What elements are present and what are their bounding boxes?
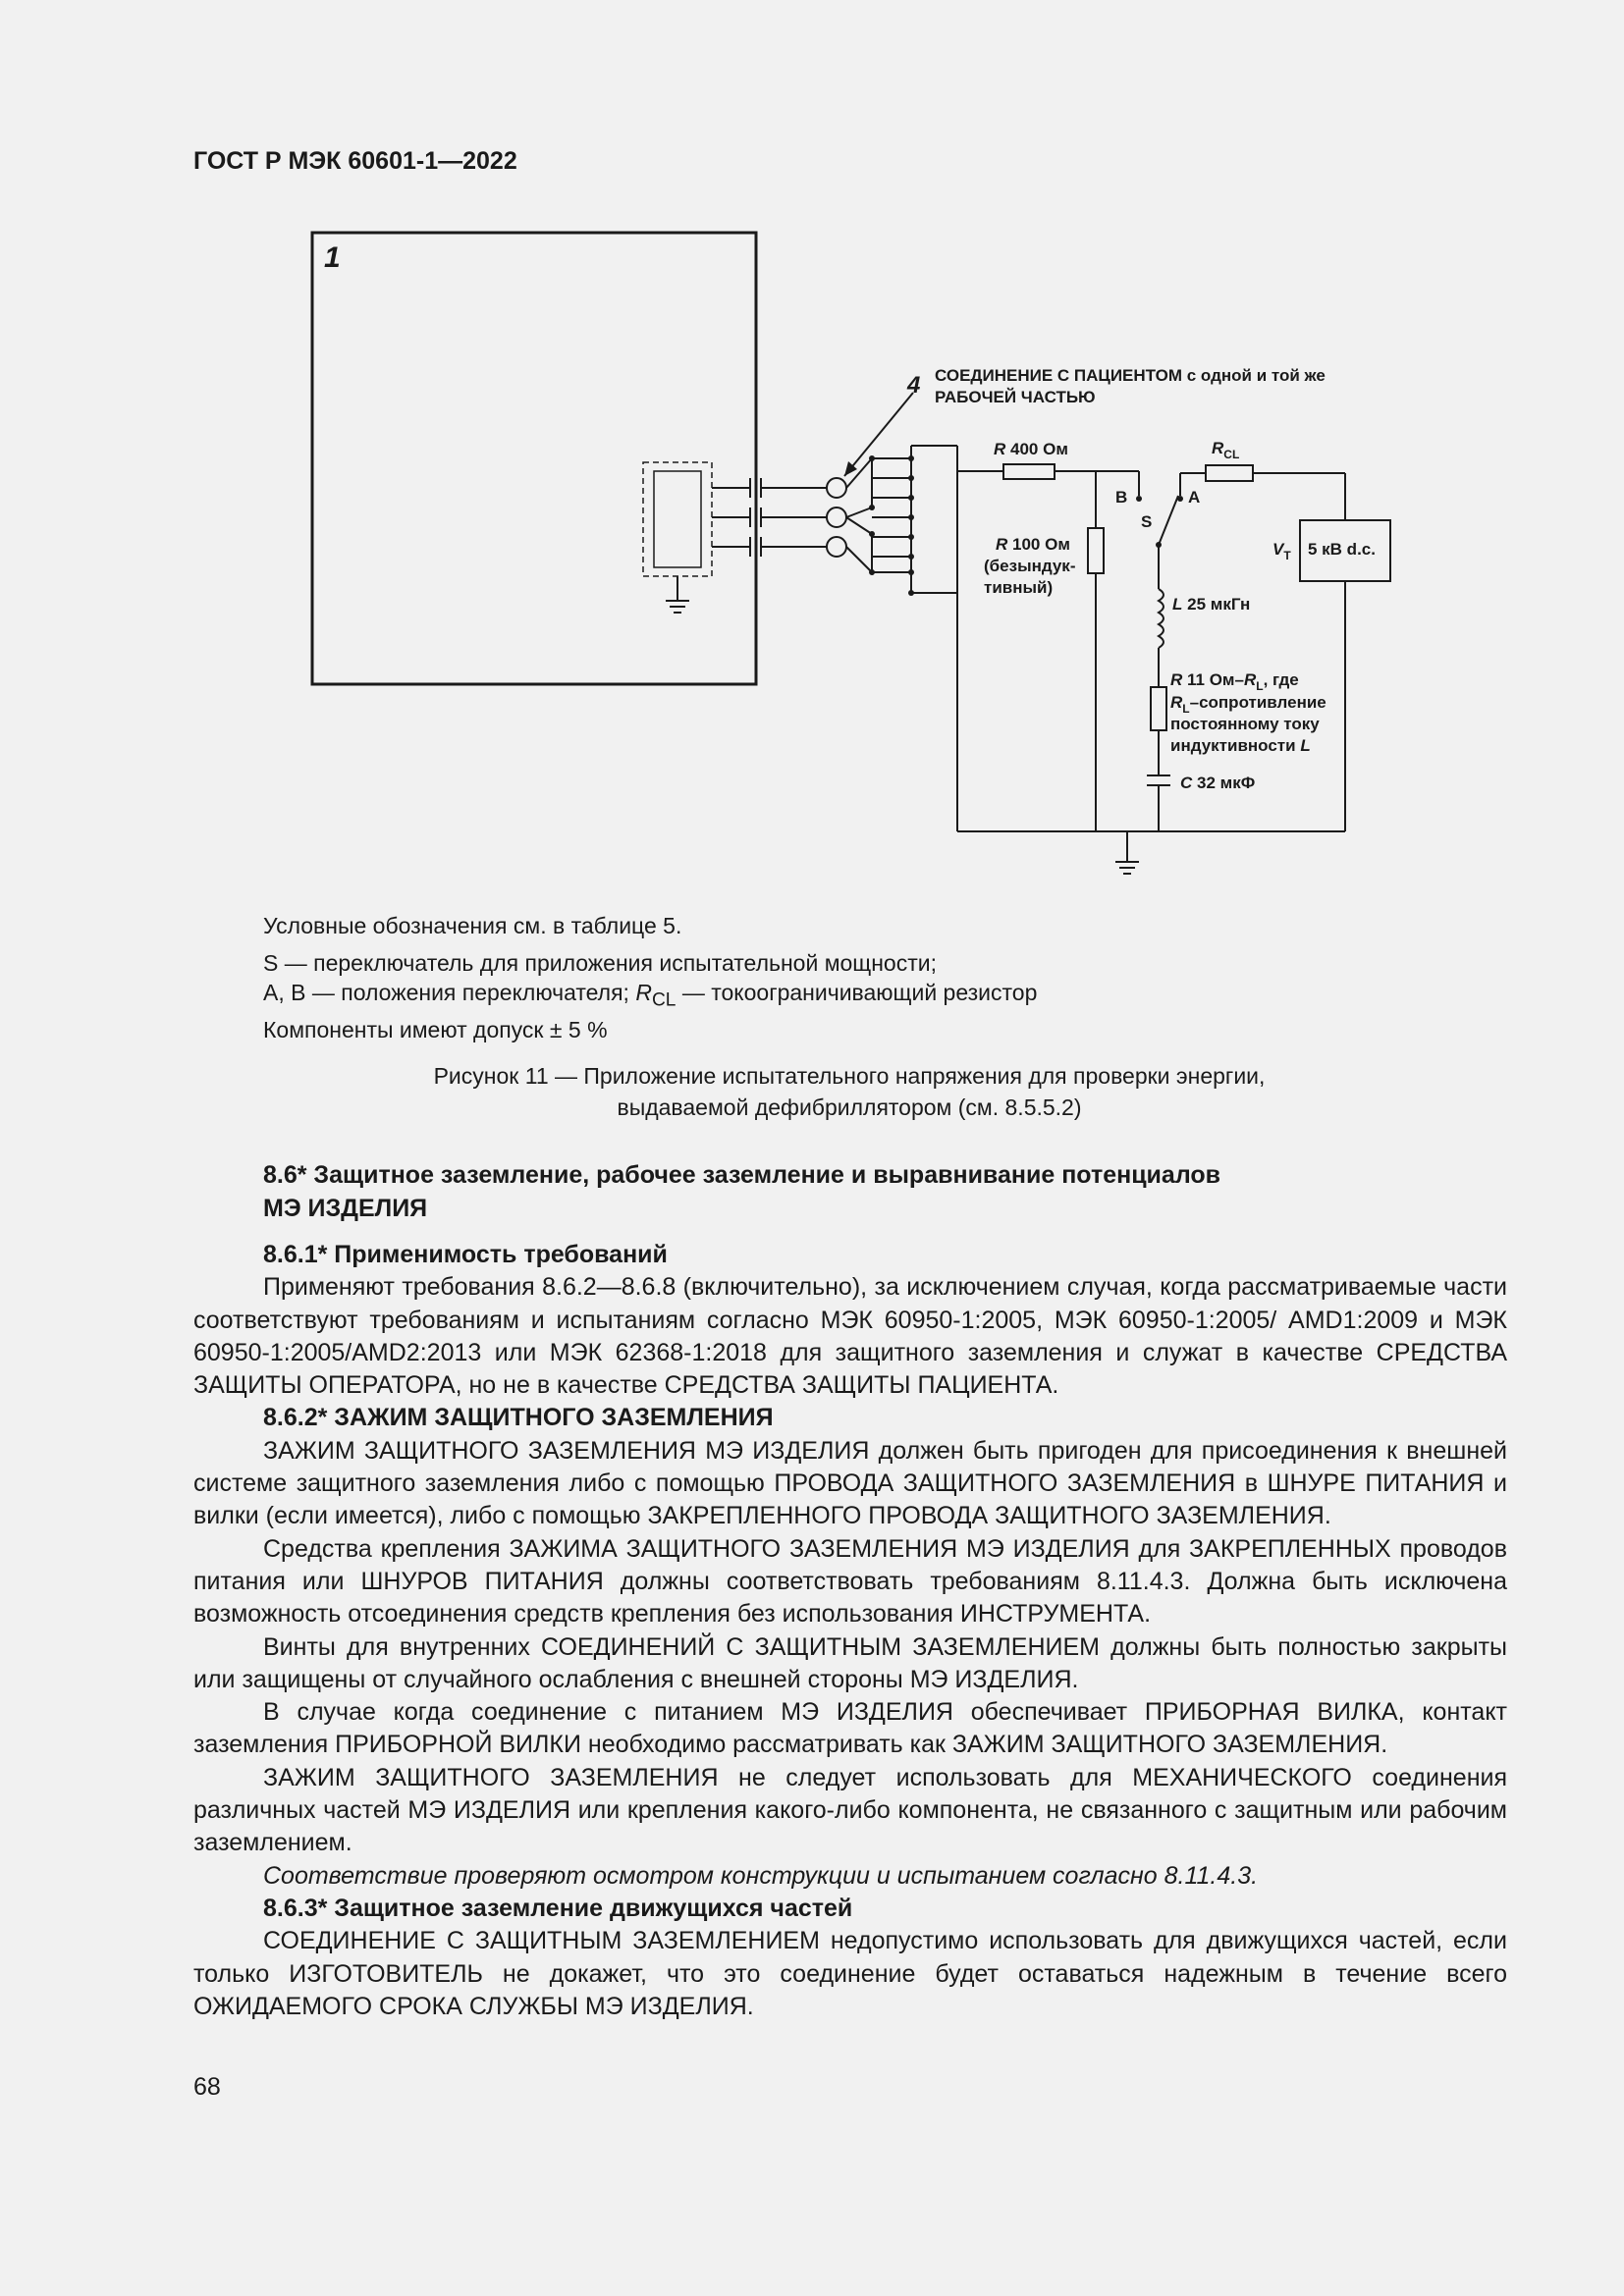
paragraph: Винты для внутренних СОЕДИНЕНИЙ С ЗАЩИТНЫМ ЗАЗЕМЛЕНИЕМ должны быть полностью закрыты или защищены от случайного ослабления с внешней стороны МЭ ИЗДЕЛИЯ.: [193, 1632, 1507, 1693]
subsection-heading: 8.6.2* ЗАЖИМ ЗАЩИТНОГО ЗАЗЕМЛЕНИЯ: [263, 1404, 774, 1432]
r11-label-3: постоянному току: [1170, 715, 1320, 733]
rcl-label: $R_{CL}$: [1212, 439, 1240, 461]
pos-b-label: B: [1115, 488, 1128, 507]
legend-line-4: Компоненты имеют допуск ± 5 %: [263, 1017, 608, 1042]
page-number: 68: [193, 2073, 221, 2101]
paragraph: СОЕДИНЕНИЕ С ЗАЩИТНЫМ ЗАЗЕМЛЕНИЕМ недопустимо использовать для движущихся частей, если только ИЗГОТОВИТЕЛЬ не докажет, что это соединение будет оставаться надежным в течение всего ОЖИДАЕМОГО СРОКА СЛУЖБЫ МЭ ИЗДЕЛИЯ.: [193, 1927, 1507, 2020]
source-label: 5 кВ d.c.: [1308, 540, 1376, 559]
patient-connection-label-2: РАБОЧЕЙ ЧАСТЬЮ: [935, 388, 1096, 406]
patient-terminal-3: [827, 537, 846, 557]
patient-terminal-2: [827, 507, 846, 527]
paragraph: ЗАЖИМ ЗАЩИТНОГО ЗАЗЕМЛЕНИЯ не следует использовать для МЕХАНИЧЕСКОГО соединения различных частей МЭ ИЗДЕЛИЯ или крепления какого-либо компонента, не связанного с защитным или рабочим заземлением.: [193, 1763, 1507, 1857]
label-4: 4: [907, 372, 921, 399]
paragraph: В случае когда соединение с питанием МЭ ИЗДЕЛИЯ обеспечивает ПРИБОРНАЯ ВИЛКА, контакт заземления ПРИБОРНОЙ ВИЛКИ необходимо рассматривать как ЗАЖИМ ЗАЩИТНОГО ЗАЗЕМЛЕНИЯ.: [193, 1698, 1507, 1759]
inductor: [1159, 589, 1164, 648]
equipment-box: [312, 233, 756, 684]
label-1: 1: [324, 241, 341, 274]
paragraph: Средства крепления ЗАЖИМА ЗАЩИТНОГО ЗАЗЕМЛЕНИЯ МЭ ИЗДЕЛИЯ для ЗАКРЕПЛЕННЫХ проводов питания или ШНУРОВ ПИТАНИЯ должны соответствовать требованиям 8.11.4.3. Должна быть исключена возможность отсоединения средств крепления без использования ИНСТРУМЕНТА.: [193, 1534, 1507, 1629]
resistor-rcl: [1206, 465, 1253, 481]
paragraph: ЗАЖИМ ЗАЩИТНОГО ЗАЗЕМЛЕНИЯ МЭ ИЗДЕЛИЯ должен быть пригоден для присоединения к внешней системе защитного заземления либо с помощью ПРОВОДА ЗАЩИТНОГО ЗАЗЕМЛЕНИЯ в ШНУРЕ ПИТАНИЯ и вилки (если имеется), либо с помощью ЗАКРЕПЛЕННОГО ПРОВОДА ЗАЩИТНОГО ЗАЗЕМЛЕНИЯ.: [193, 1436, 1507, 1530]
switch-blade: [1159, 496, 1178, 545]
patient-connection-label-1: СОЕДИНЕНИЕ С ПАЦИЕНТОМ с одной и той же: [935, 366, 1326, 385]
r100-label-2: (безындук-: [984, 557, 1076, 575]
document-header: ГОСТ Р МЭК 60601-1—2022: [193, 147, 517, 175]
switch-s-label: S: [1141, 512, 1153, 531]
r11-label: R 11 $Ом-R_L$, где: [1170, 670, 1299, 693]
legend-line-1: Условные обозначения см. в таблице 5.: [263, 913, 682, 938]
inductor-label: L 25 мкГн: [1172, 595, 1251, 614]
r11-label-4: индуктивности L: [1170, 736, 1311, 755]
capacitor-label: C 32 мкФ: [1180, 774, 1256, 792]
r100-label-3: тивный): [984, 578, 1054, 597]
resistor-11: [1151, 687, 1166, 730]
figure-caption: Рисунок 11 — Приложение испытательного напряжения для проверки энергии, выдаваемой дефибриллятором (см. 8.5.5.2): [433, 1063, 1266, 1120]
paragraph: Применяют требования 8.6.2—8.6.8 (включительно), за исключением случая, когда рассматриваемые части соответствуют требованиям и испытаниям согласно МЭК 60950-1:2005, МЭК 60950-1:2005/ AMD1:2009 и МЭК 60950-1:2005/AMD2:2013 или МЭК 62368-1:2018 для защитного заземления и служат в качестве СРЕДСТВА ЗАЩИТЫ ОПЕРАТОРА, но не в качестве СРЕДСТВА ЗАЩИТЫ ПАЦИЕНТА.: [193, 1273, 1507, 1400]
r400-label: R 400 Ом: [994, 440, 1068, 458]
subsection-heading: 8.6.3* Защитное заземление движущихся частей: [263, 1894, 853, 1922]
r100-label: R 100 Ом: [996, 535, 1070, 554]
subsection-heading: 8.6.1* Применимость требований: [263, 1241, 668, 1268]
legend-line-2: S — переключатель для приложения испытательной мощности;: [263, 950, 937, 976]
patient-terminal-1: [827, 478, 846, 498]
section-title: 8.6* Защитное заземление, рабочее заземление и выравнивание потенциалов МЭ ИЗДЕЛИЯ: [263, 1161, 1221, 1222]
test-circuit-figure: [0, 0, 1624, 913]
body-text: [193, 1239, 1507, 2023]
legend-line-3: A, B — положения переключателя; $R_{CL}$ — токоограничивающий резистор: [263, 980, 1038, 1011]
resistor-400: [1003, 464, 1055, 479]
r11-label-2: $R_L$–сопротивление: [1170, 693, 1326, 716]
vt-label: $V_T$: [1272, 540, 1291, 562]
paragraph: Соответствие проверяют осмотром конструкции и испытанием согласно 8.11.4.3.: [263, 1861, 1259, 1890]
internal-part-block: [654, 471, 701, 567]
resistor-100: [1088, 528, 1104, 573]
pos-a-label: A: [1188, 488, 1201, 507]
